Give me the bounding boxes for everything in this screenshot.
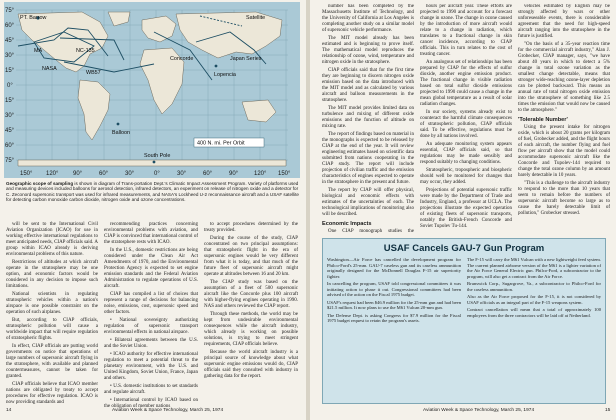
lon-tick: 150° xyxy=(278,171,291,177)
paragraph: will be sent to the International Civil Aviation Organization (ICAO) for use in working effective international regulations to meet anticipated needs, CIAP officials said. A group within ICAO already is deriving environmental problems of this nature. xyxy=(6,222,98,257)
paragraph: Stratospheric, tropospheric and biospheric should well be monitored for changes that may occur, they added. xyxy=(420,168,512,185)
left-page-number: 14 xyxy=(6,408,12,413)
paragraph: The Defense Dept. is asking Congress for $7.9 million for the Fiscal 1975 budget request to retain the program's assets. xyxy=(327,312,461,323)
label-wb57: WB57 xyxy=(86,70,101,76)
paragraph: Through these methods, the world may be kept from undesirable environmental consequences while the aircraft industry, which already is working on possible solutions, is trying to meet stringent requirements, CIAP officials believe. xyxy=(204,312,298,347)
paragraph: Because the world aircraft industry is a principal source of knowledge about what supersonic engine emissions would do, CIAP officials said they consulted with industry in gathering data for the report. xyxy=(204,350,298,379)
label-ma: MA xyxy=(34,48,43,54)
label-satellite: Satellite xyxy=(246,15,266,21)
paragraph: Using the present intake for nitrogen oxide, which is about 20 grams per kilogram of fuel, Grobecker added, and the flight hours of each aircraft, the number flying and fuel flow per aircraft show that the model could accommodate supersonic aircraft like the Concorde and Tupolev-144 required to change the total ozone column by an amount barely detectable in 10 years. xyxy=(518,125,610,178)
paragraph: But, according to CIAP officials, stratospheric pollution will cause a worldwide impact that will require regulation of stratospheric flights. xyxy=(6,318,98,341)
paragraph: "On the basis of a 35-year reaction time for the commercial aircraft industry," Alan J. Grobecker, CIAP manager, says, "we have about 40 years in which to detect a 5% change in total ozone variation as the smallest change detectable, means that stronger wide-reaching ozone-layer depletion can be plotted backward. This means an annual rate of total nitrogen oxide emission into the stratosphere of something like 2.5 times the emission that would now be caused to the atmosphere." xyxy=(518,42,610,113)
paragraph: In cancelling the program, USAF told congressional committees it was initiating action to phase it out. Congressional committees had been advised of the action on the Fiscal 1975 budget. xyxy=(327,281,461,297)
paragraph: Also as the Air Force proposed for the F-15, it is not considered by USAF officials as an integral part of the F-15 weapons system. xyxy=(467,294,601,305)
left-page xyxy=(0,0,303,420)
lopencia-marker xyxy=(215,65,218,68)
left-column-3 xyxy=(204,222,298,382)
paragraph: Contract cancellation will mean that a total of approximately 100 employees from the three contractors will be laid off at Netherland. xyxy=(467,307,601,318)
sidebar-column-1 xyxy=(327,257,461,326)
label-scale: 400 N. mi. Per Orbit xyxy=(197,140,245,147)
right-running-footer: Aviation Week & Space Technology, March 25, 1974 xyxy=(423,408,535,413)
sidebar-title: USAF Cancels GAU-7 Gun Program xyxy=(383,243,545,254)
paragraph: "This is a challenge to the aircraft industry to respond to the more than 10 years that seem to remain before the numbers of supersonic aircraft become so large as to cause the barely detectable limit of pollution," Grobecker stressed. xyxy=(518,181,610,216)
right-column-3 xyxy=(518,4,610,234)
label-south-pole: South Pole xyxy=(144,153,171,159)
paragraph: • ICAO authority for effective international regulation to meet a potential threat to the planetary environment, with the U.S. and United Kingdom, Soviet Union, France, Japan and others. xyxy=(104,352,198,381)
paragraph: CIAP has compiled a list of choices that represent a range of decisions for balancing noise, emissions, cost, supersonic speed and other factors. xyxy=(104,292,198,315)
paragraph: USAF's request had been $46.9 million for the 25-mm gun and had been $21.5 million. It now plans to use the M61 Vulcan 20-mm gun. xyxy=(327,299,461,310)
lat-tick: 45° xyxy=(5,38,15,44)
lon-tick: 90° xyxy=(73,171,83,177)
right-column-2 xyxy=(420,4,512,234)
paragraph: In effect, CIAP officials are putting world governments on notice that operations of large numbers of supersonic aircraft flying in the stratosphere, with available and planned countermeasures, cannot be taken for granted. xyxy=(6,344,98,379)
paragraph: recommending practices concerning environmental problems with aviation, and CIAP is convinced that international control of the stratosphere rests with ICAO. xyxy=(104,222,198,245)
sampling-map xyxy=(4,2,300,178)
paragraph: Brunswick Corp., Sugargrove, Va., a subcontractor to Philco-Ford for the caseless ammunition. xyxy=(467,281,601,292)
lon-tick: 150° xyxy=(20,171,33,177)
label-nasa: NASA xyxy=(42,66,57,72)
balloon-marker xyxy=(117,123,120,126)
label-japan-series: Japan Series xyxy=(230,56,262,62)
lon-tick: 120° xyxy=(254,171,267,177)
section-heading-economic-impacts: Economic Impacts xyxy=(322,221,372,227)
lon-tick: 30° xyxy=(125,171,135,177)
paragraph: An adequate monitoring system appears essential, CIAP officials said, so that regulations may be made sensibly and respond suitably to changing conditions. xyxy=(420,142,512,165)
lat-tick: 30° xyxy=(5,53,15,59)
lat-tick: 60° xyxy=(5,23,15,29)
antarctica-land xyxy=(18,160,286,166)
lat-tick: 60° xyxy=(5,143,15,149)
lat-tick: 75° xyxy=(5,8,15,14)
lon-tick: 60° xyxy=(203,171,213,177)
label-pt-barrow: PT. Barrow xyxy=(20,15,47,21)
caption-lead: Geographic scope of sampling xyxy=(6,181,74,186)
paragraph: number has been completed by the Massachusetts Institute of Technology, and the University of California at Los Angeles is completing another study on a similar model of supersonic vehicle performance. xyxy=(322,4,414,33)
paragraph: The report by CIAP will offer physical, biological and economic effects with estimates of the uncertainties of each. The technological implications of monitoring also will be described. xyxy=(322,188,414,217)
lon-tick: 60° xyxy=(99,171,109,177)
paragraph: The CIAP study was based on the assumption of a fleet of 500 supersonic aircraft like the Concorde plus 100 aircraft with higher-flying engines operating in 1990. NAS and others reviewed the CIAP report. xyxy=(204,280,298,309)
lon-tick: 120° xyxy=(46,171,59,177)
map-caption xyxy=(6,181,300,203)
paragraph: Washington—Air Force has cancelled the development program for Philco-Ford's 25-mm. GAU-7 caseless gun and its caseless ammunition originally designed for the McDonnell Douglas F-15 air superiority fighter. xyxy=(327,257,461,279)
paragraph: CIAP officials said that for the first time they are beginning to discern nitrogen oxide emission based on the data introduced with the MIT model and as calculated by various aircraft and balloon measurements in the stratosphere. xyxy=(322,68,414,103)
paragraph: to accept procedures determined by the treaty provided. xyxy=(204,222,298,233)
label-nc135: NC-135 xyxy=(76,48,95,54)
lat-tick: 45° xyxy=(5,128,15,134)
label-balloon: Balloon xyxy=(112,130,130,136)
left-column-2 xyxy=(104,222,198,412)
lat-tick: 15° xyxy=(5,98,15,104)
gau7-sidebar-box xyxy=(322,238,606,404)
paragraph: Restrictions of altitudes at which aircraft operate in the stratosphere may be one option, and economic factors would be considered in any decision to impose such limitations. xyxy=(6,260,98,289)
right-page-number: 15 xyxy=(605,408,611,413)
lat-tick: 0° xyxy=(7,83,13,89)
paragraph: In the U.S., domestic restrictions are being considered under the Clean Air Act Amendments of 1970, and the Environmental Protection Agency is expected to set engine emission standards and the Federal Aviation Administration to regulate operations of U.S. aircraft. xyxy=(104,248,198,289)
paragraph: The MIT model provides limited data on turbulence and mixing of different oxide emissions and the function of altitude on mixing rate. xyxy=(322,106,414,129)
paragraph: The F-15 will carry the M61 Vulcan with a new lightweight feed system. The current planned airborne version of the M61 is a lighter variation of the Air Force General Electric gun. Philco-Ford, a subcontractor to the program, will also get a contract from the Air Force. xyxy=(467,257,601,279)
paragraph: • International control by ICAO based on the obligation of member nations xyxy=(104,398,198,409)
paragraph: • U.S. domestic institutions to set standards and regulate aircraft. xyxy=(104,384,198,395)
caption-text: is shown in diagram of Trans-portation Dept.'s Climatic Impact Assessment Program. Variety of platforms used and measuring devices included balloons for aerosol detection, infrared detectors, an experiment on release of nitrogen oxide and a detector for C. Zeconord supersonic transport was used for infrared measurements, and NASA's Lockheed U-2 reconnaissance aircraft and a USAF satellite for detecting carbon monoxide carbon dioxide, nitrogen oxide and ozone concentrations. xyxy=(6,181,299,203)
paragraph: • Bilateral agreements between the U.S. and the Soviet Union. xyxy=(104,338,198,349)
sidebar-column-2 xyxy=(467,257,601,320)
paragraph: Projections of potential supersonic traffic were made by the Department of Trade and Industry, England, a professor at UCLA. The projections illustrate the expected operation of existing fleets of supersonic transports, notably the British-French Concorde and Soviet Tupolev Tu-144. xyxy=(420,188,512,229)
left-column-1 xyxy=(6,222,98,408)
paragraph: The MIT model already has been estimated and is beginning to prove itself. The mathematical model reproduces the relationship of ozone, wind, temperature and nitrogen oxide in the stratosphere. xyxy=(322,36,414,65)
paragraph: During the course of the study, CIAP concentrated on two principal assumptions: that stratospheric flight in the era of supersonic engines would be very different from what it is today, and that much of the future fleet of supersonic aircraft might operate at altitudes between 16 and 20 km. xyxy=(204,236,298,277)
page-gutter xyxy=(306,0,310,420)
paragraph: In our society, systems already exist to counteract the harmful climate consequences of stratospheric pollution, CIAP officials said. To be effective, regulations must be done by all nations involved. xyxy=(420,110,512,139)
paragraph: One CIAP monograph studies the xyxy=(328,229,414,234)
paragraph: The report of findings based on material in the monographs is expected to be released by CIAP at the end of the year. It will review engineering estimates based on scientific data submitted from nations cooperating in the CIAP study. The report will include projection of civilian traffic and the emission characteristics of engines expected to operate in the stratosphere in the present and future. xyxy=(322,132,414,185)
paragraph: hours per aircraft year. These efforts are projected to 1990 and account for a forecast change in ozone. The change in ozone caused by the introduction of more aircraft would relate to a change in radiation, which translates to a fractional change in skin cancer incidence, according to CIAP officials. This in turn relates to the cost of treating cancer. xyxy=(420,4,512,57)
paragraph: • National sovereignty authorizing regulation of supersonic transport environmental effects in national airspace. xyxy=(104,318,198,335)
label-concorde: Concorde xyxy=(170,56,194,62)
paragraph: An analogous set of relationships has been prepared by CIAP for the effects of sulfur dioxide, another engine emission product. The fractional change in visible radiation based on total sulfur dioxide emissions projected to 1990 could cause a change in the mean global temperature as a result of solar radiation changes. xyxy=(420,60,512,107)
label-lopencia: Lopencia xyxy=(214,72,236,78)
south-pole-marker xyxy=(153,161,156,164)
section-heading-tolerable-number: 'Tolerable Number' xyxy=(518,117,568,123)
paragraph: vehicles estimated by English may be strongly affected by wars or other unforeseeable events, there is considerable agreement that the need for high-speed aircraft ranging into the stratosphere in the future is justified. xyxy=(518,4,610,39)
lon-tick: 30° xyxy=(177,171,187,177)
lat-tick: 75° xyxy=(5,158,15,164)
right-column-1 xyxy=(322,4,414,234)
lon-tick: 90° xyxy=(229,171,239,177)
lat-tick: 30° xyxy=(5,113,15,119)
lon-tick: 0° xyxy=(154,171,160,177)
paragraph: CIAP officials believe that ICAO member nations are obligated by treaty to accept procedures for effective regulation. ICAO is now providing standards and xyxy=(6,382,98,405)
paragraph: National scientists in regulating stratospheric vehicles within a nation's airspace is one possible constraint on the operation of such airplanes. xyxy=(6,292,98,315)
lat-tick: 15° xyxy=(5,68,15,74)
left-running-footer: Aviation Week & Space Technology, March 25, 1974 xyxy=(112,408,224,413)
